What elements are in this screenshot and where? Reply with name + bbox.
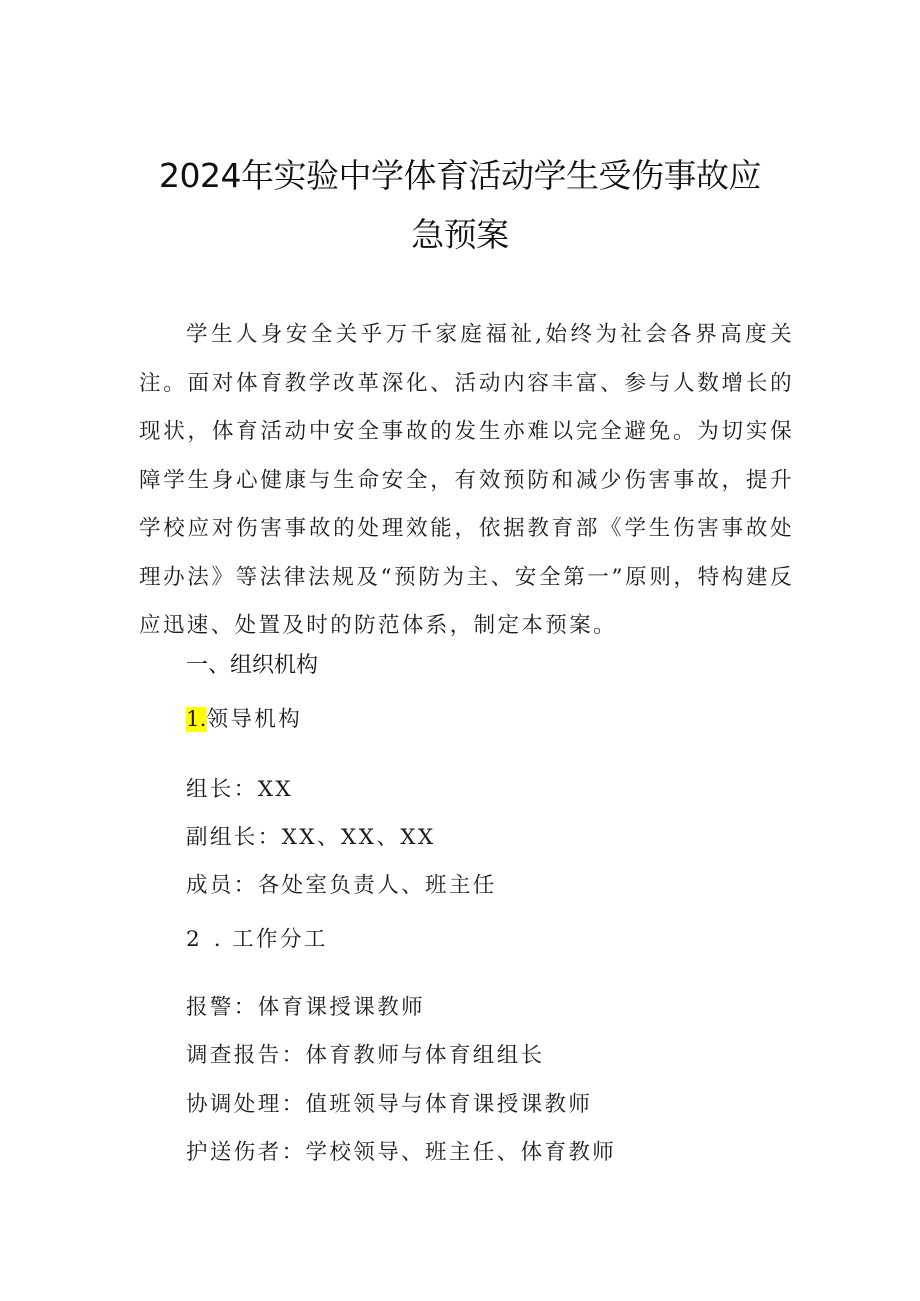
subheading-label: 领导机构: [206, 707, 303, 732]
duty-line: 调查报告：体育教师与体育组组长: [186, 1043, 545, 1068]
duty-line: 协调处理：值班领导与体育课授课教师: [186, 1092, 593, 1117]
intro-paragraph: 学生人身安全关乎万千家庭福祉,始终为社会各界高度关注。面对体育教学改革深化、活动内容丰富、参与人数增长的现状，体育活动中安全事故的发生亦难以完全避免。为切实保障学生身心健康与生命安全，有效预防和减少伤害事故，提升学校应对伤害事故的处理效能，依据教育部《学生伤害事故处理办法》等法律法规及“预防为主、安全第一”原则，特构建反应迅速、处置及时的防范体系，制定本预案。: [139, 322, 794, 638]
highlighted-number: 1.: [186, 707, 207, 732]
subheading-leadership: [186, 705, 302, 735]
deputy-leader-line: 副组长：XX、XX、XX: [186, 825, 436, 850]
document-title-line-1: 2024年实验中学体育活动学生受伤事故应: [159, 156, 761, 195]
members-line: 成员：各处室负责人、班主任: [186, 873, 497, 898]
section-heading-organization: 一、组织机构: [186, 653, 319, 678]
subheading-division-of-work: [186, 925, 328, 955]
leader-line: 组长：XX: [186, 777, 294, 802]
subheading-number: 2: [186, 927, 200, 952]
duty-line: 报警：体育课授课教师: [186, 995, 426, 1020]
document-title-line-2: 急预案: [411, 215, 509, 254]
subheading-label: . 工作分工: [213, 927, 328, 952]
duty-line: 护送伤者：学校领导、班主任、体育教师: [186, 1140, 617, 1165]
